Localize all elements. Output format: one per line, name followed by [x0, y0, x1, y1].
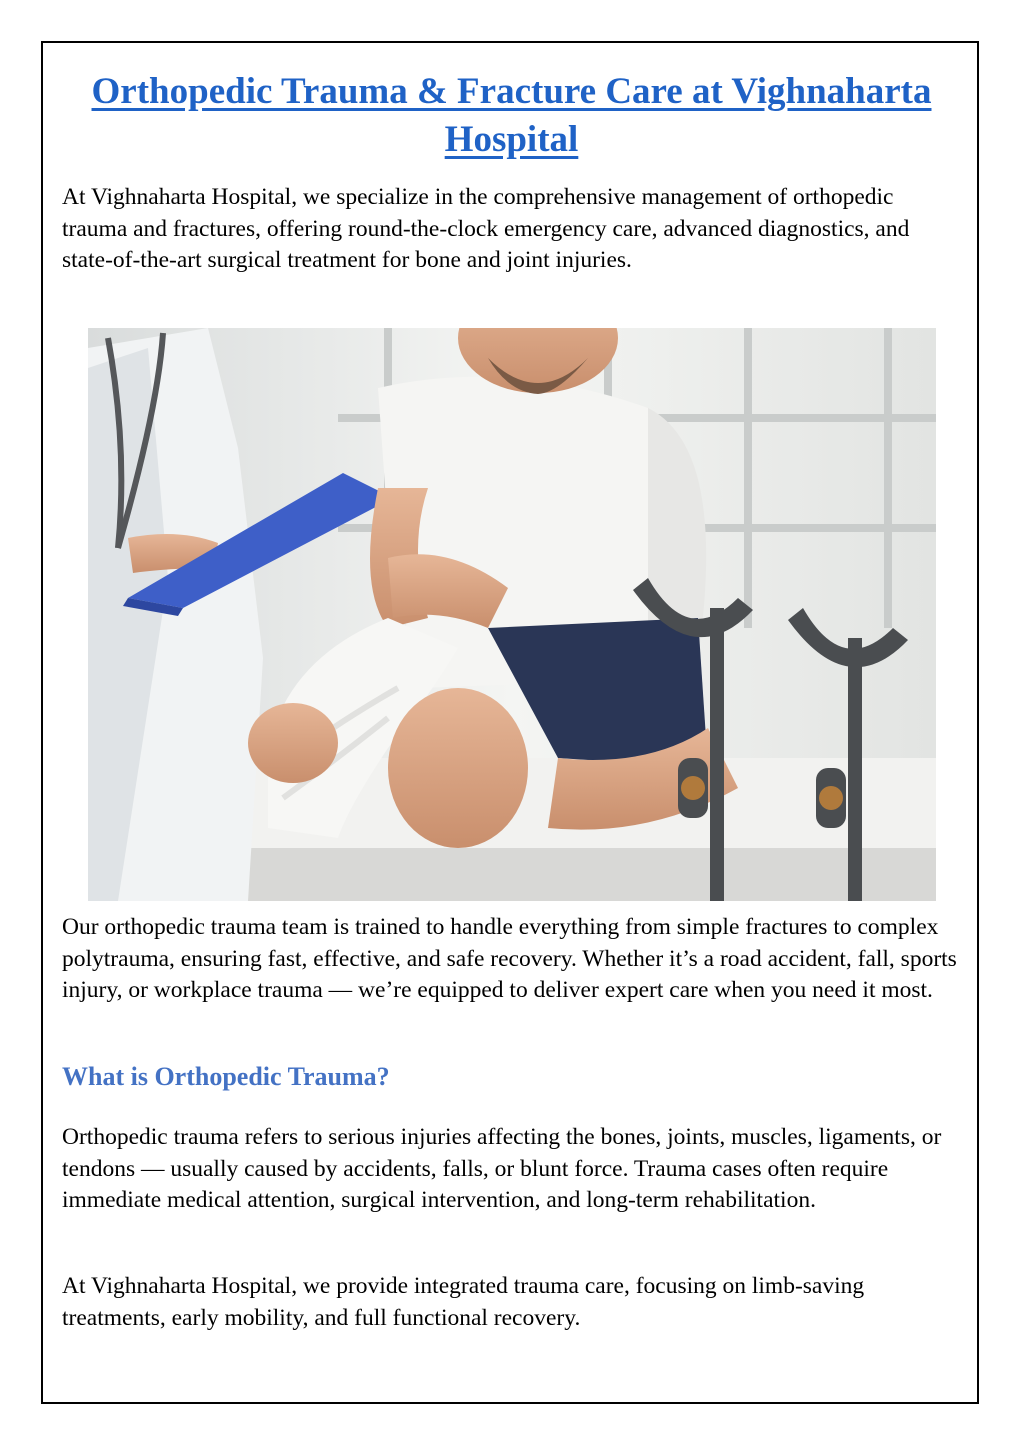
team-paragraph: Our orthopedic trauma team is trained to handle everything from simple fractures to complex polytrauma, ensuring fast, effective, and safe recovery. Whether it’s a road accident, fall, sports injury, or workplace trauma — we’re equipped to deliver expert care when you need it most.: [62, 914, 957, 1003]
intro-paragraph: At Vighnaharta Hospital, we specialize in the comprehensive management of orthopedic trauma and fractures, offering round-the-clock emergency care, advanced diagnostics, and state-of-the-art surgical treatment for bone and joint injuries.: [62, 184, 910, 273]
page-title: Orthopedic Trauma & Fracture Care at Vighnaharta Hospital: [91, 71, 932, 160]
definition-paragraph: Orthopedic trauma refers to serious injuries affecting the bones, joints, muscles, ligaments, or tendons — usually caused by accidents, falls, or blunt force. Trauma cases often require immediate medical attention, surgical intervention, and long-term rehabilitation.: [62, 1124, 942, 1213]
section-heading: What is Orthopedic Trauma?: [62, 1062, 390, 1091]
closing-paragraph: At Vighnaharta Hospital, we provide integrated trauma care, focusing on limb-saving treatments, early mobility, and full functional recovery.: [62, 1273, 865, 1331]
patient-cast-photo: [88, 328, 936, 901]
